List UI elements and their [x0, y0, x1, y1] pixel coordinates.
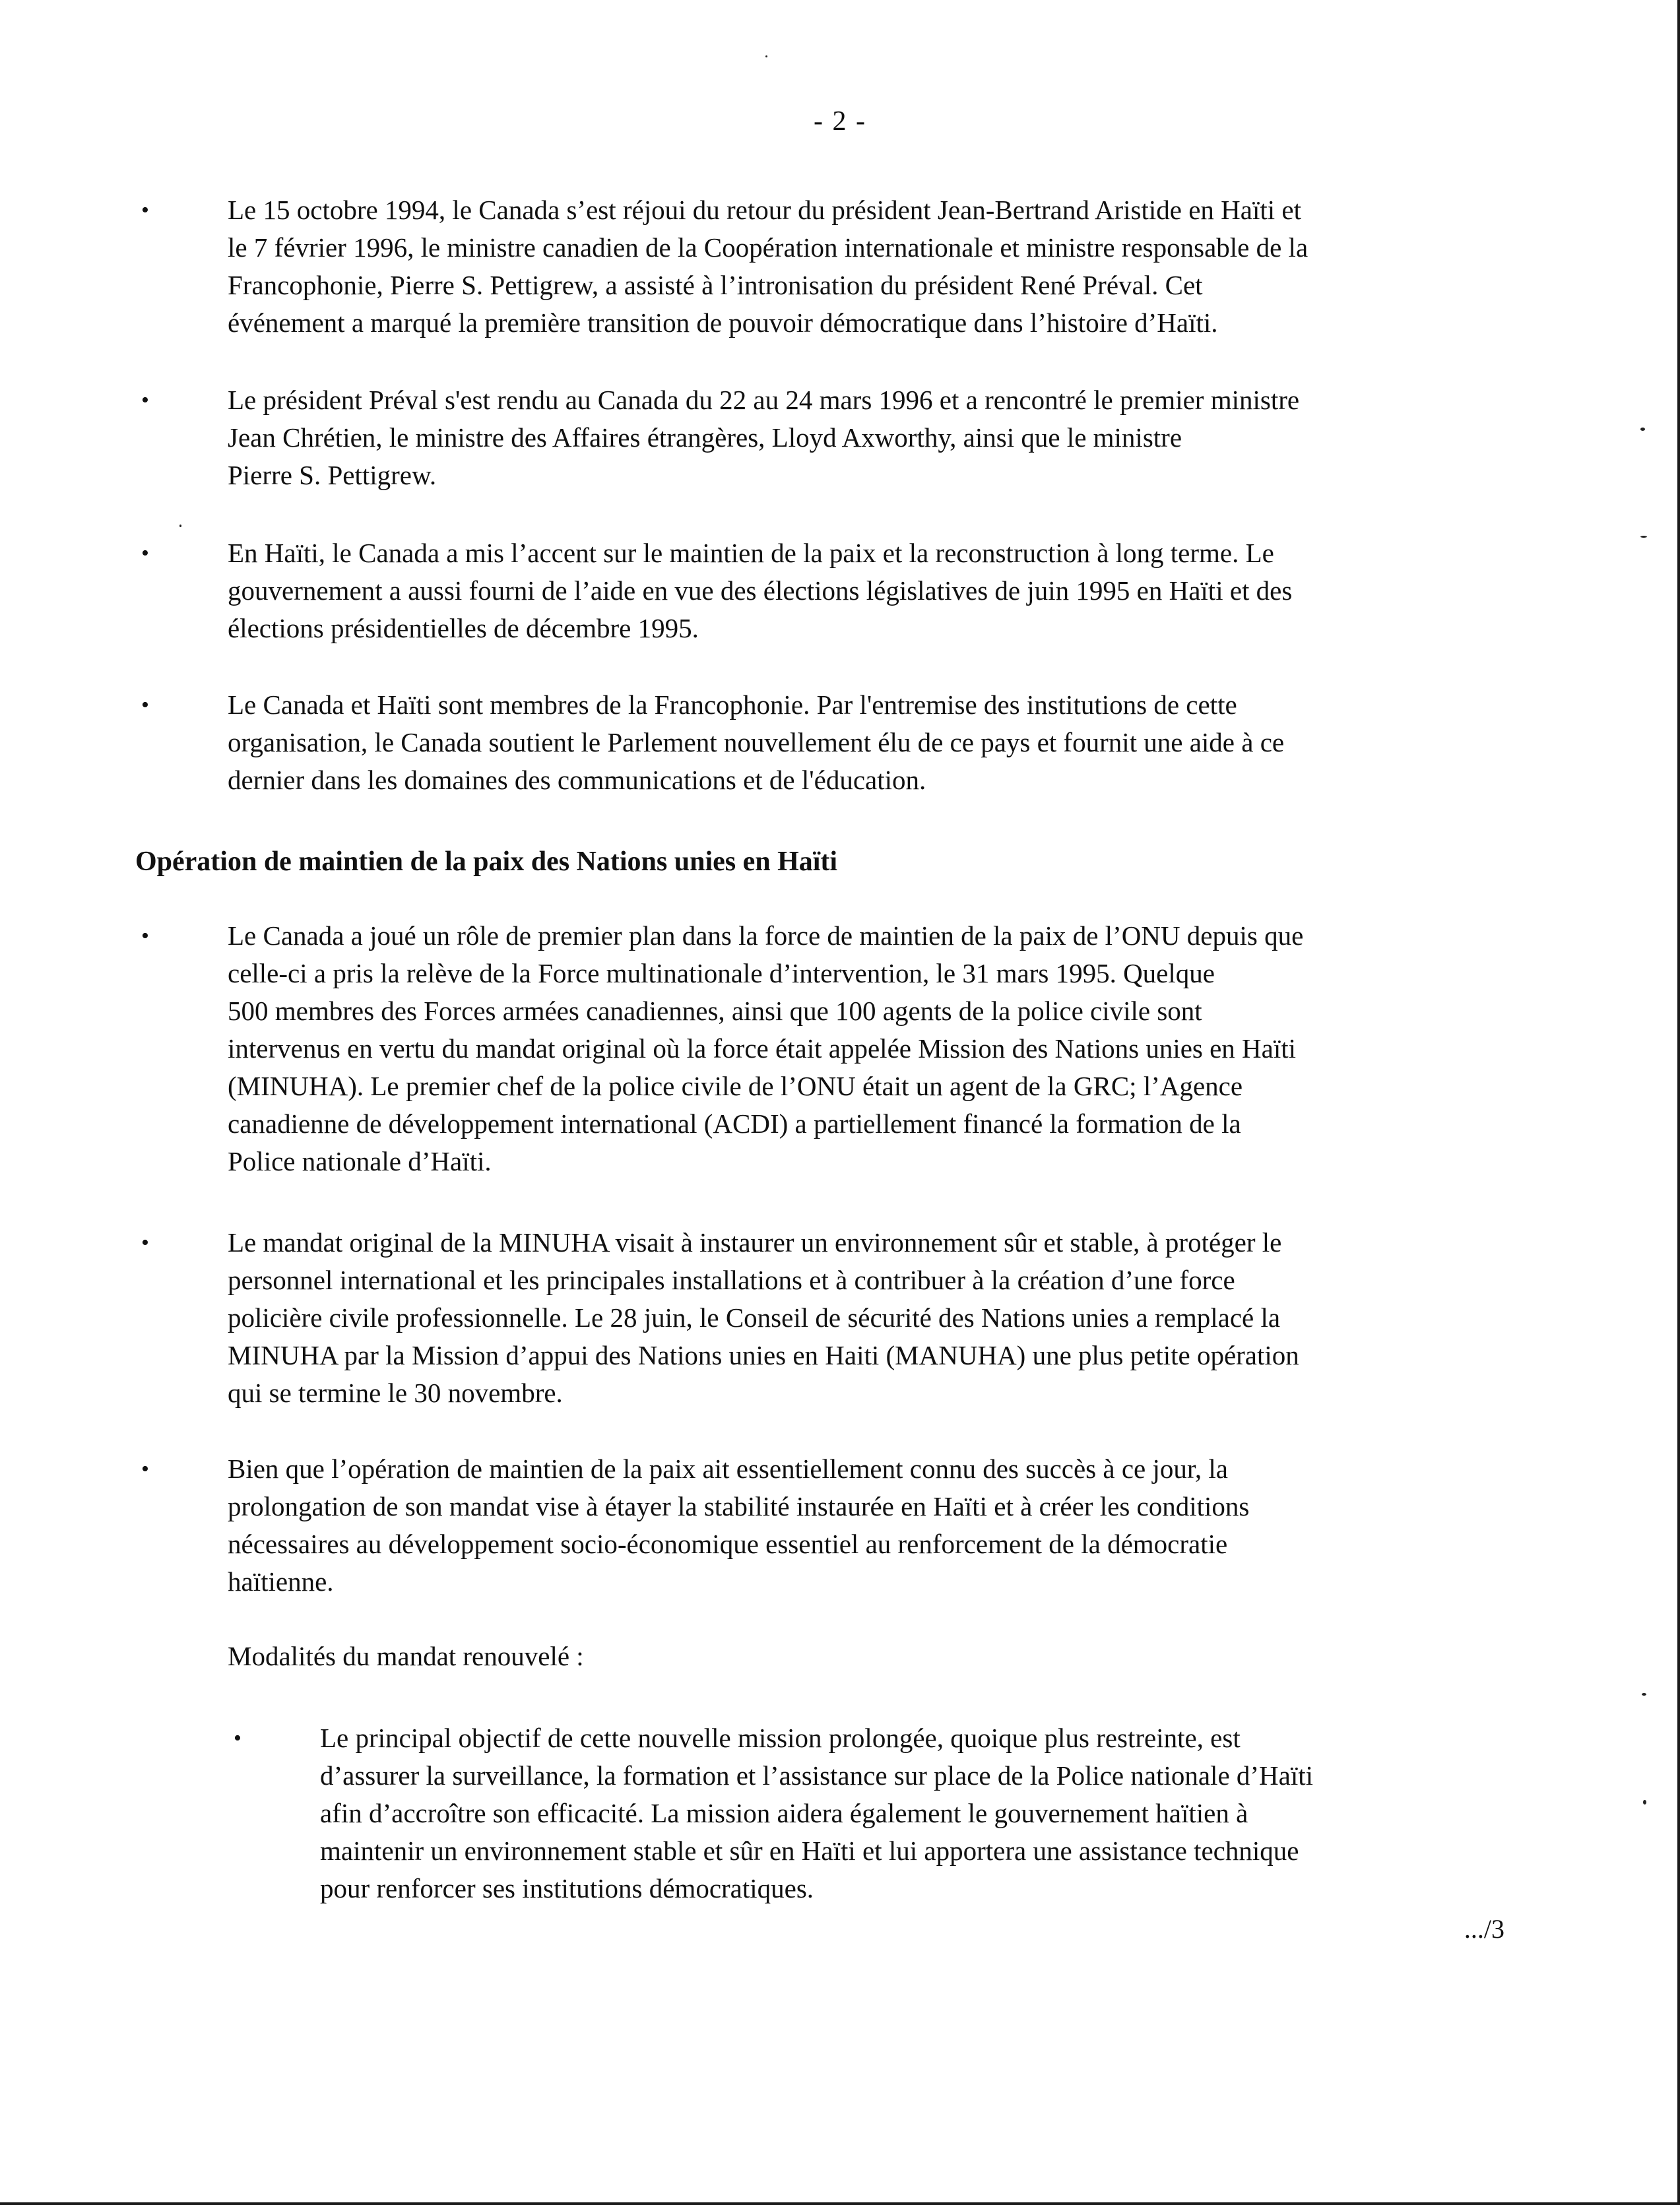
scan-speck	[765, 55, 767, 57]
text-line: événement a marqué la première transition de pouvoir démocratique dans l’histoire d’Haïti.	[228, 307, 1218, 338]
section-bullet-paragraph-2	[228, 1224, 1514, 1412]
text-line: Le Canada a joué un rôle de premier plan dans la force de maintien de la paix de l’ONU depuis que	[228, 920, 1304, 951]
text-line: Francophonie, Pierre S. Pettigrew, a assisté à l’intronisation du président René Préval. Cet	[228, 270, 1203, 300]
text-line: élections présidentielles de décembre 1995.	[228, 613, 699, 643]
text-line: organisation, le Canada soutient le Parlement nouvellement élu de ce pays et fournit une aide à ce	[228, 727, 1285, 757]
text-line: maintenir un environnement stable et sûr en Haïti et lui apportera une assistance technique	[320, 1836, 1299, 1866]
text-line: haïtienne.	[228, 1566, 334, 1597]
scan-speck	[1642, 1693, 1646, 1696]
scan-edge-bottom	[0, 2202, 1680, 2205]
scan-speck	[179, 525, 181, 527]
text-line: Le 15 octobre 1994, le Canada s’est réjoui du retour du président Jean-Bertrand Aristide en Haïti et	[228, 195, 1301, 225]
sub-bullet-paragraph	[320, 1719, 1514, 1907]
continuation-marker: .../3	[1464, 1914, 1504, 1944]
text-line: Le Canada et Haïti sont membres de la Francophonie. Par l'entremise des institutions de cette	[228, 689, 1237, 720]
bullet-paragraph-2	[228, 381, 1514, 494]
bullet-icon: •	[141, 198, 149, 222]
text-line: intervenus en vertu du mandat original où la force était appelée Mission des Nations unies en Haïti	[228, 1033, 1297, 1064]
bullet-icon: •	[141, 541, 149, 565]
scan-edge-right	[1677, 0, 1680, 2205]
text-line: MINUHA par la Mission d’appui des Nations unies en Haiti (MANUHA) une plus petite opération	[228, 1340, 1299, 1370]
section-heading: Opération de maintien de la paix des Nations unies en Haïti	[135, 847, 838, 877]
text-line: nécessaires au développement socio-économique essentiel au renforcement de la démocratie	[228, 1529, 1228, 1559]
scan-speck	[1643, 1800, 1646, 1805]
text-line: Le mandat original de la MINUHA visait à instaurer un environnement sûr et stable, à protéger le	[228, 1227, 1282, 1258]
bullet-icon: •	[141, 388, 149, 412]
text-line: Police nationale d’Haïti.	[228, 1146, 492, 1176]
text-line: Bien que l’opération de maintien de la paix ait essentiellement connu des succès à ce jour, la	[228, 1454, 1228, 1484]
bullet-icon: •	[141, 924, 149, 948]
bullet-paragraph-3	[228, 534, 1514, 647]
bullet-paragraph-1	[228, 191, 1514, 342]
text-line: gouvernement a aussi fourni de l’aide en vue des élections législatives de juin 1995 en Haïti et des	[228, 575, 1293, 606]
text-line: Le président Préval s'est rendu au Canada du 22 au 24 mars 1996 et a rencontré le premier ministre	[228, 385, 1300, 415]
text-line: (MINUHA). Le premier chef de la police civile de l’ONU était un agent de la GRC; l’Agence	[228, 1071, 1243, 1101]
section-bullet-paragraph-1	[228, 917, 1514, 1180]
text-line: Pierre S. Pettigrew.	[228, 460, 437, 490]
text-line: En Haïti, le Canada a mis l’accent sur le maintien de la paix et la reconstruction à long terme. Le	[228, 538, 1274, 568]
bullet-paragraph-4	[228, 686, 1514, 799]
text-line: d’assurer la surveillance, la formation et l’assistance sur place de la Police nationale d’Haïti	[320, 1760, 1314, 1791]
text-line: dernier dans les domaines des communications et de l'éducation.	[228, 765, 926, 795]
text-line: pour renforcer ses institutions démocratiques.	[320, 1873, 814, 1903]
text-line: le 7 février 1996, le ministre canadien de la Coopération internationale et ministre responsable de la	[228, 232, 1308, 263]
scan-speck	[1640, 536, 1647, 538]
text-line: Le principal objectif de cette nouvelle mission prolongée, quoique plus restreinte, est	[320, 1723, 1241, 1753]
bullet-icon: •	[141, 1457, 149, 1481]
text-line: prolongation de son mandat vise à étayer la stabilité instaurée en Haïti et à créer les conditions	[228, 1491, 1250, 1521]
text-line: celle-ci a pris la relève de la Force multinationale d’intervention, le 31 mars 1995. Quelque	[228, 958, 1215, 988]
page-number: - 2 -	[814, 106, 866, 137]
section-bullet-paragraph-3	[228, 1450, 1514, 1601]
text-line: 500 membres des Forces armées canadiennes, ainsi que 100 agents de la police civile sont	[228, 996, 1202, 1026]
text-line: canadienne de développement international (ACDI) a partiellement financé la formation de la	[228, 1108, 1241, 1139]
text-line: qui se termine le 30 novembre.	[228, 1378, 563, 1408]
sub-bullet-icon: •	[234, 1726, 242, 1750]
scan-speck	[1640, 428, 1645, 431]
text-line: policière civile professionnelle. Le 28 juin, le Conseil de sécurité des Nations unies a remplacé la	[228, 1302, 1281, 1333]
text-line: Jean Chrétien, le ministre des Affaires étrangères, Lloyd Axworthy, ainsi que le ministre	[228, 422, 1182, 453]
bullet-icon: •	[141, 1230, 149, 1255]
bullet-icon: •	[141, 693, 149, 717]
modalites-label: Modalités du mandat renouvelé :	[228, 1641, 584, 1671]
text-line: personnel international et les principales installations et à contribuer à la création d’une force	[228, 1265, 1235, 1295]
text-line: afin d’accroître son efficacité. La mission aidera également le gouvernement haïtien à	[320, 1798, 1248, 1828]
